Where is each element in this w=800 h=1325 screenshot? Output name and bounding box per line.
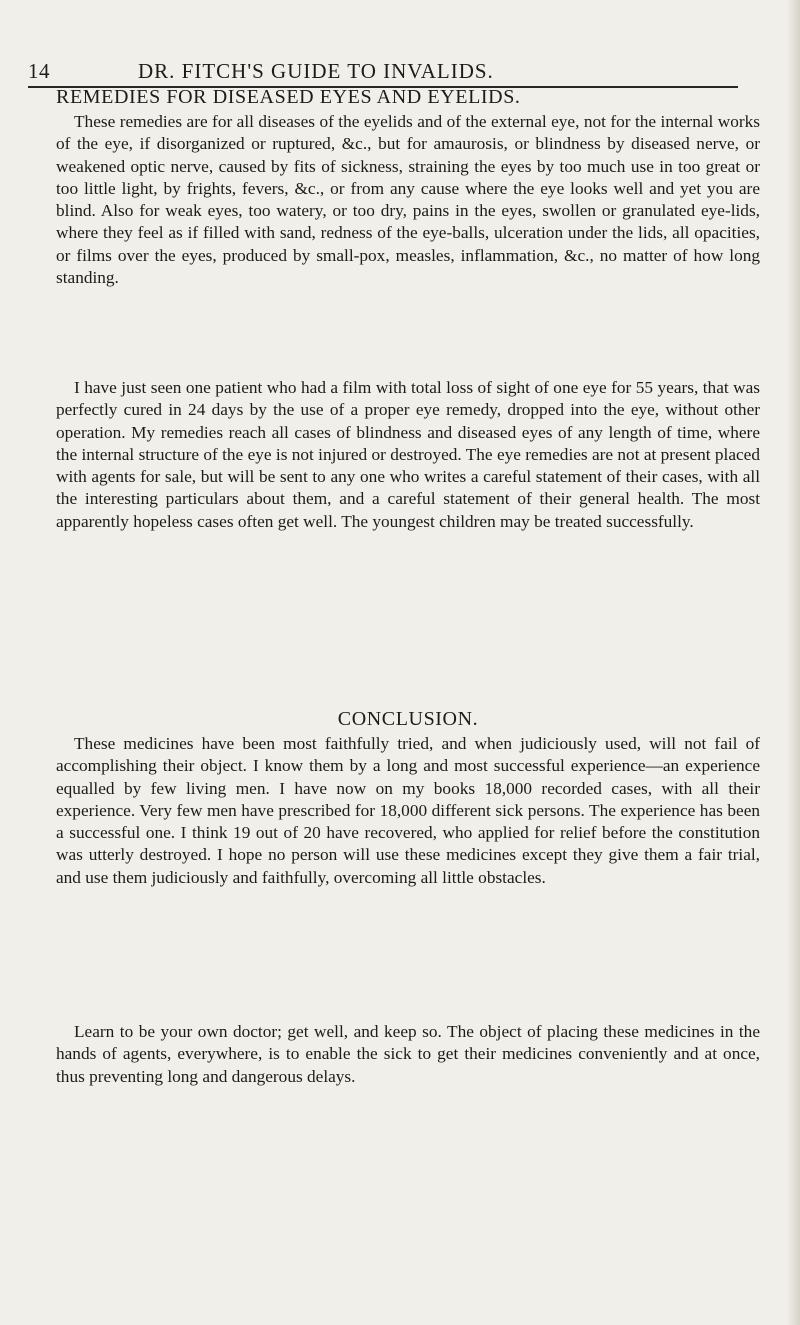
body-paragraph: These remedies are for all diseases of the eyelids and of the external eye, not for the internal works of the eye, if disorganized or ruptured, &c., but for amaurosis, or blindness by diseased nerve, or weakened optic nerve, caused by fits of sickness, straining the eyes by too much use in too great or too little light, by frights, fevers, &c., or from any cause where the eye looks well and yet you are blind. Also for weak eyes, too watery, or too dry, pains in the eyes, swollen or granulated eye-lids, where they feel as if filled with sand, redness of the eye-balls, ulceration under the lids, all opacities, or films over the eyes, produced by small-pox, measles, inflammation, &c., no matter of how long standing. (56, 112, 760, 288)
body-paragraph: These medicines have been most faithfully tried, and when judiciously used, will not fail of accomplishing their object. I know them by a long and most successful experience—an experience equalled by few living men. I have now on my books 18,000 recorded cases, with all their experience. Very few men have prescribed for 18,000 different sick persons. The experience has been a successful one. I think 19 out of 20 have recovered, who applied for relief before the constitution was utterly destroyed. I hope no person will use these medicines except they give them a fair trial, and use them judiciously and faithfully, overcoming all little obstacles. (56, 734, 760, 887)
conclusion-heading: CONCLUSION. (337, 708, 479, 730)
page-edge-shadow (786, 0, 800, 1325)
body-paragraph: Learn to be your own doctor; get well, and keep so. The object of placing these medicines in the hands of agents, everywhere, is to enable the sick to get their medicines conveniently and at once, thus preventing long and dangerous delays. (56, 1022, 760, 1086)
page-number: 14 (28, 59, 50, 83)
section-heading: REMEDIES FOR DISEASED EYES AND EYELIDS. (56, 86, 521, 108)
running-title: DR. FITCH'S GUIDE TO INVALIDS. (138, 59, 494, 83)
running-head (28, 52, 768, 86)
body-paragraph: I have just seen one patient who had a film with total loss of sight of one eye for 55 years, that was perfectly cured in 24 days by the use of a proper eye remedy, dropped into the eye, without other operation. My remedies reach all cases of blindness and diseased eyes of any length of time, where the internal structure of the eye is not injured or destroyed. The eye remedies are not at present placed with agents for sale, but will be sent to any one who writes a careful statement of their cases, with all the interesting particulars about them, and a careful statement of their general health. The most apparently hopeless cases often get well. The youngest children may be treated successfully. (56, 378, 760, 531)
